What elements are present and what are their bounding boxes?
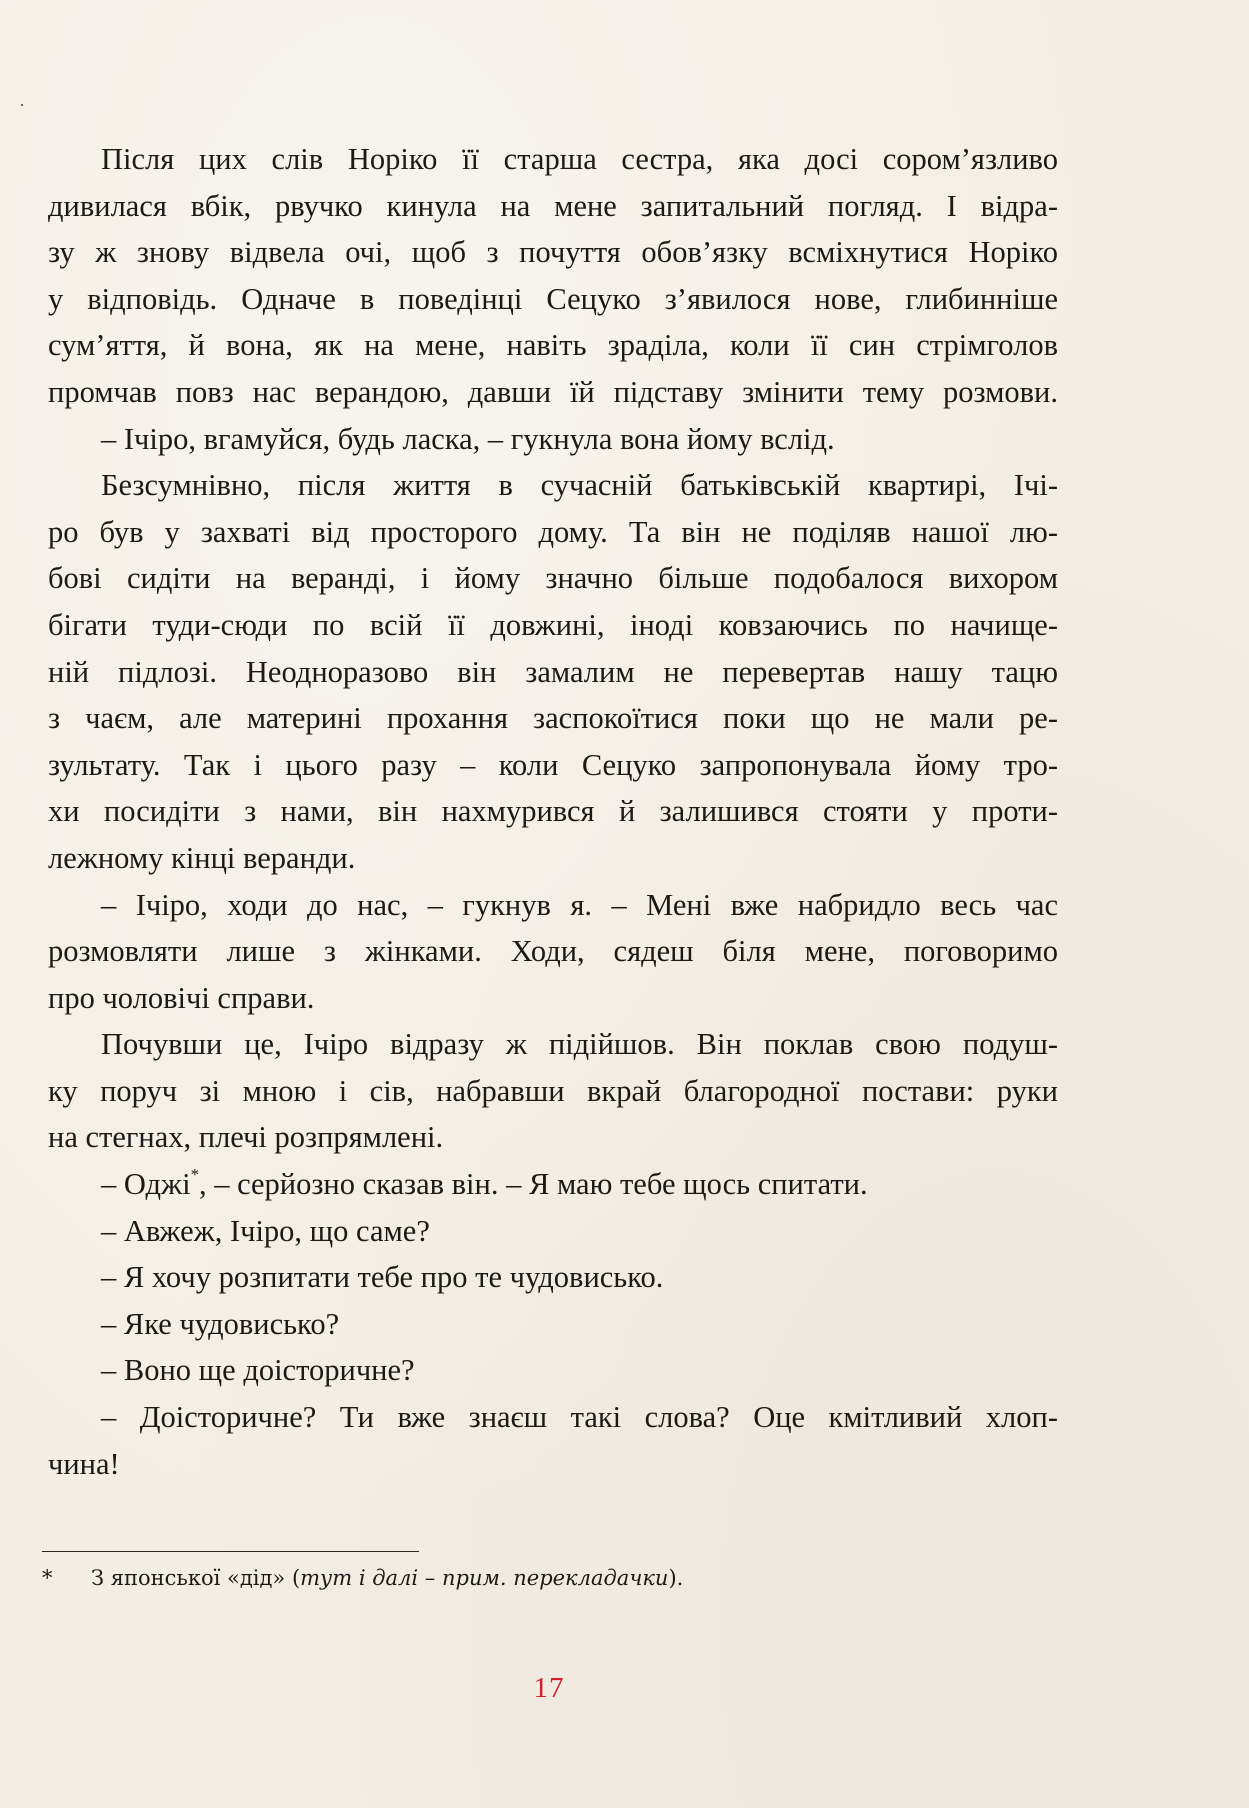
- text-line: [48, 1161, 1058, 1208]
- text-line: з чаєм, але материні прохання заспокоїтися поки що не мали ре-: [48, 701, 1058, 736]
- text-line: – Ічіро, ходи до нас, – гукнув я. – Мені вже набридло весь час: [101, 887, 1058, 922]
- text-line: про чоловічі справи.: [48, 980, 315, 1015]
- main-text: [48, 136, 1058, 1487]
- text-line: Почувши це, Ічіро відразу ж підійшов. Він поклав свою подуш-: [101, 1027, 1058, 1062]
- text-line: хи посидіти з нами, він нахмурився й залишився стояти у проти-: [48, 794, 1058, 829]
- text-line: – Воно ще доісторичне?: [101, 1353, 415, 1388]
- text-line: ку поруч зі мною і сів, набравши вкрай благородної постави: руки: [48, 1073, 1058, 1108]
- text-line: розмовляти лише з жінками. Ходи, сядеш біля мене, поговоримо: [48, 934, 1058, 969]
- text-line: промчав повз нас верандою, давши їй підставу змінити тему розмови.: [48, 374, 1058, 409]
- footnote-reference: *: [190, 1164, 199, 1184]
- text-line: ній підлозі. Неодноразово він замалим не перевертав нашу тацю: [48, 654, 1058, 689]
- footnote: [42, 1563, 1052, 1593]
- text-line: бігати туди-сюди по всій її довжині, іноді ковзаючись по начище-: [48, 607, 1058, 642]
- text-line: зу ж знову відвела очі, щоб з почуття обов’язку всміхнутися Норіко: [48, 235, 1058, 270]
- text-line: на стегнах, плечі розпрямлені.: [48, 1120, 444, 1155]
- text-line: ро був у захваті від просторого дому. Та він не поділяв нашої лю-: [48, 514, 1058, 549]
- footnote-marker: *: [42, 1566, 53, 1590]
- footnote-text: З японської «дід» (: [91, 1566, 301, 1590]
- text-line: дивилася вбік, рвучко кинула на мене запитальний погляд. І відра-: [48, 188, 1058, 223]
- footnote-italic-text: тут і далі – прим. перекладачки: [300, 1566, 669, 1590]
- dialogue-rest: , – серйозно сказав він. – Я маю тебе щось спитати.: [198, 1167, 868, 1202]
- text-line: – Я хочу розпитати тебе про те чудовисько.: [101, 1260, 664, 1295]
- text-line: – Яке чудовисько?: [101, 1306, 340, 1341]
- text-line: – Ічіро, вгамуйся, будь ласка, – гукнула вона йому вслід.: [101, 421, 835, 456]
- text-line: зультату. Так і цього разу – коли Сецуко запропонувала йому тро-: [48, 747, 1058, 782]
- text-line: сум’яття, й вона, як на мене, навіть зраділа, коли її син стрімголов: [48, 328, 1058, 363]
- text-line: Безсумнівно, після життя в сучасній батьківській квартирі, Ічі-: [101, 468, 1058, 503]
- text-line: лежному кінці веранди.: [48, 840, 356, 875]
- text-line: – Доісторичне? Ти вже знаєш такі слова? Оце кмітливий хлоп-: [101, 1400, 1058, 1435]
- dialogue-start: – Оджі: [101, 1167, 191, 1202]
- page-number: 17: [533, 1672, 565, 1704]
- text-line: бові сидіти на веранді, і йому значно більше подобалося вихором: [48, 561, 1058, 596]
- text-line: Після цих слів Норіко її старша сестра, яка досі сором’язливо: [101, 142, 1058, 176]
- text-line: чина!: [48, 1446, 120, 1481]
- text-line: – Авжеж, Ічіро, що саме?: [101, 1213, 430, 1248]
- footnote-text-end: ).: [668, 1566, 684, 1590]
- footnote-divider: [42, 1551, 419, 1552]
- paper-speck: [21, 104, 23, 106]
- text-line: у відповідь. Одначе в поведінці Сецуко з’явилося нове, глибинніше: [48, 281, 1058, 316]
